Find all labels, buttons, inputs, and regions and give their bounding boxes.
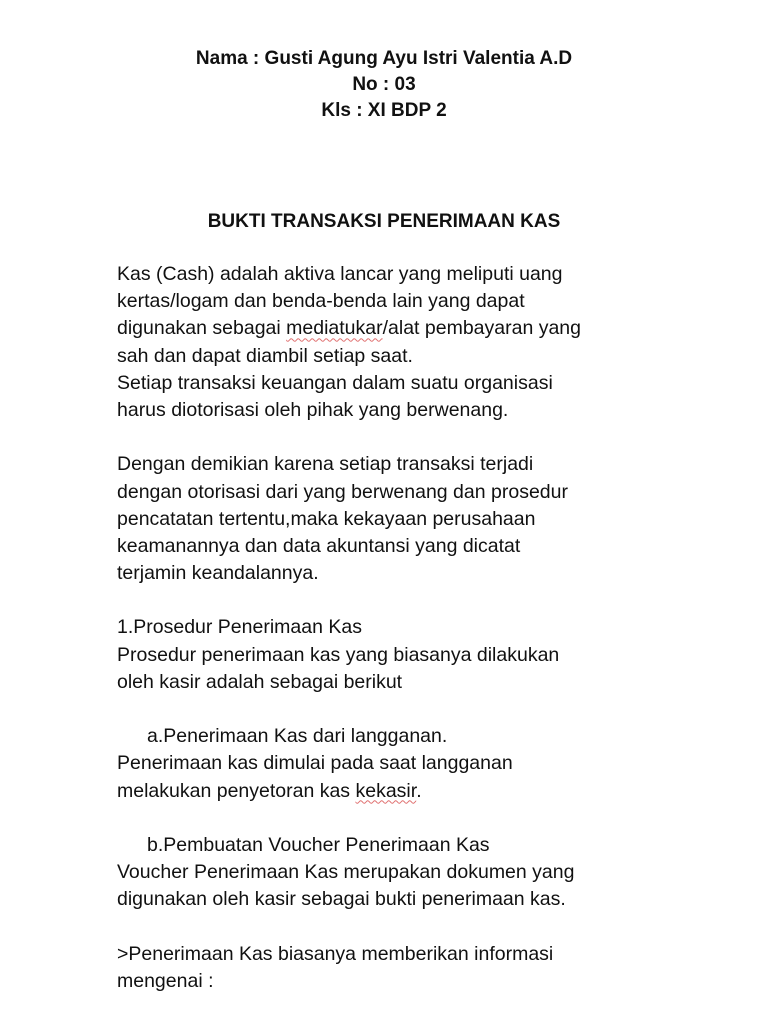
text-line: dengan otorisasi dari yang berwenang dan prosedur bbox=[117, 480, 568, 503]
paragraph-cash-definition bbox=[117, 261, 717, 424]
text-segment: . bbox=[416, 779, 422, 802]
text-line: digunakan oleh kasir sebagai bukti penerimaan kas. bbox=[117, 888, 566, 911]
student-header bbox=[0, 46, 768, 124]
section-heading: 1.Prosedur Penerimaan Kas bbox=[117, 616, 362, 639]
text-segment: melakukan penyetoran kas bbox=[117, 779, 356, 802]
text-line: terjamin keandalannya. bbox=[117, 562, 319, 585]
text-line: Kas (Cash) adalah aktiva lancar yang meliputi uang bbox=[117, 263, 563, 285]
text-line: Setiap transaksi keuangan dalam suatu organisasi bbox=[117, 371, 553, 394]
blank-line bbox=[117, 696, 717, 723]
section-procedure bbox=[117, 614, 717, 696]
item-b bbox=[117, 832, 717, 914]
blank-line bbox=[117, 587, 717, 614]
text-line: harus diotorisasi oleh pihak yang berwenang. bbox=[117, 398, 509, 421]
text-line: keamanannya dan data akuntansi yang dicatat bbox=[117, 534, 521, 557]
text-line: mengenai : bbox=[117, 969, 214, 992]
paragraph-authorization bbox=[117, 451, 717, 587]
text-line: oleh kasir adalah sebagai berikut bbox=[117, 670, 403, 693]
info-paragraph bbox=[117, 941, 717, 995]
text-line: Penerimaan kas dimulai pada saat langganan bbox=[117, 752, 513, 775]
text-line: pencatatan tertentu,maka kekayaan perusahaan bbox=[117, 507, 536, 530]
text-line: Prosedur penerimaan kas yang biasanya dilakukan bbox=[117, 643, 560, 666]
student-class: Kls : XI BDP 2 bbox=[321, 100, 447, 121]
item-a bbox=[117, 723, 717, 805]
item-heading: a.Penerimaan Kas dari langganan. bbox=[147, 725, 448, 748]
document-body bbox=[117, 261, 717, 995]
blank-line bbox=[117, 805, 717, 832]
text-line bbox=[117, 778, 717, 805]
spellcheck-flagged-word: mediatukar bbox=[286, 317, 383, 340]
text-line bbox=[117, 315, 717, 342]
student-number: No : 03 bbox=[352, 74, 416, 95]
text-segment: digunakan sebagai bbox=[117, 317, 287, 340]
item-heading: b.Pembuatan Voucher Penerimaan Kas bbox=[147, 833, 490, 856]
spellcheck-flagged-word: kekasir bbox=[355, 779, 417, 802]
student-name: Nama : Gusti Agung Ayu Istri Valentia A.D bbox=[195, 48, 573, 69]
text-line: >Penerimaan Kas biasanya memberikan informasi bbox=[117, 942, 554, 965]
document-title: BUKTI TRANSAKSI PENERIMAAN KAS bbox=[207, 211, 561, 232]
text-segment: /alat pembayaran yang bbox=[382, 317, 581, 340]
text-line: sah dan dapat diambil setiap saat. bbox=[117, 344, 413, 367]
blank-line bbox=[117, 914, 717, 941]
text-line: kertas/logam dan benda-benda lain yang dapat bbox=[117, 290, 525, 313]
blank-line bbox=[117, 424, 717, 451]
text-line: Dengan demikian karena setiap transaksi terjadi bbox=[117, 453, 534, 476]
text-line: Voucher Penerimaan Kas merupakan dokumen yang bbox=[117, 861, 575, 884]
